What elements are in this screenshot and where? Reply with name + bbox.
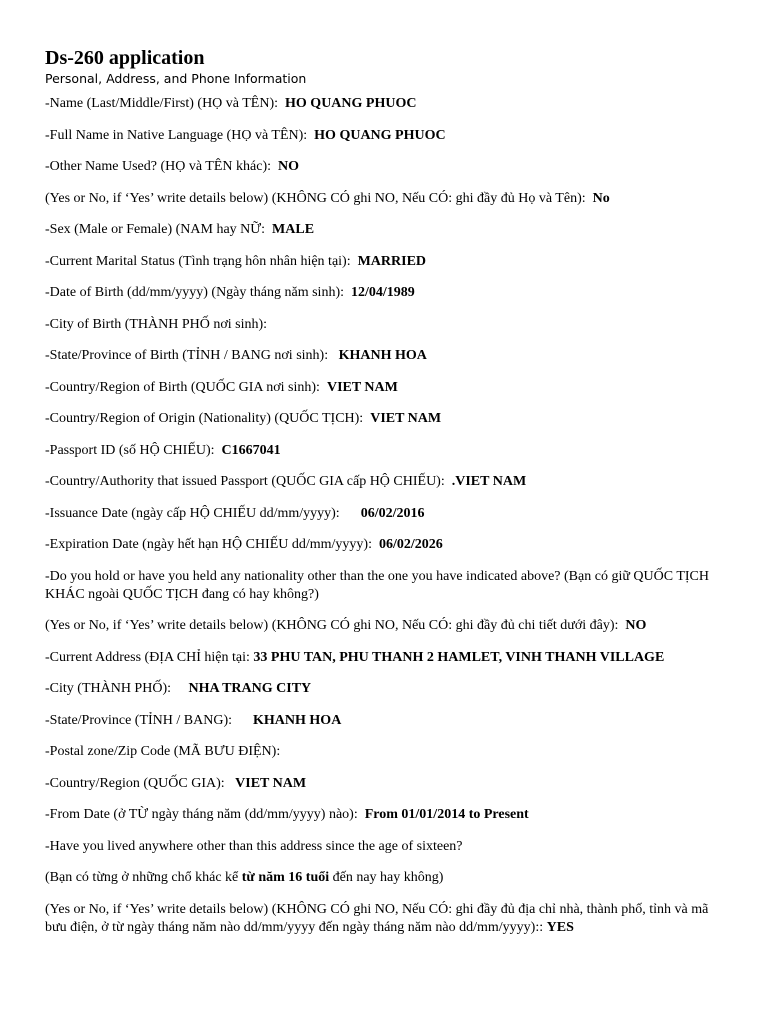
field-gap (171, 680, 189, 698)
form-fields (45, 95, 715, 937)
form-field-row (45, 95, 715, 113)
field-label: -Do you hold or have you held any nationality other than the one you have indicated above? (Bạn có giữ QUỐC TỊCH KHÁC ngoài QUỐC TỊCH đang có hay không?) (45, 568, 709, 602)
form-field-row (45, 649, 715, 667)
field-gap (372, 536, 379, 554)
field-suffix: đến nay hay không) (329, 870, 444, 885)
field-label: -Current Marital Status (Tình trạng hôn nhân hiện tại): (45, 253, 351, 269)
field-label: -From Date (ở TỪ ngày tháng năm (dd/mm/yyyy) nào): (45, 807, 358, 822)
field-label: -Postal zone/Zip Code (MÃ BƯU ĐIỆN): (45, 744, 281, 759)
field-value: C1667041 (221, 442, 281, 458)
field-gap (232, 712, 253, 730)
form-field-row (45, 284, 715, 302)
field-label: -City (THÀNH PHỐ): (45, 681, 171, 696)
field-label: -State/Province of Birth (TỈNH / BANG nơi sinh): (45, 348, 329, 363)
field-label: -Have you lived anywhere other than this address since the age of sixteen? (45, 838, 463, 854)
document-title: Ds-260 application (45, 47, 205, 69)
field-gap (328, 347, 339, 365)
document-subtitle: Personal, Address, and Phone Information (45, 71, 307, 86)
field-value: From 01/01/2014 to Present (364, 807, 529, 822)
form-field-row (45, 775, 715, 793)
form-field-row (45, 680, 715, 698)
field-label: (Yes or No, if ‘Yes’ write details below) (KHÔNG CÓ ghi NO, Nếu CÓ: ghi đầy đủ địa chỉ nhà, thành phố, tỉnh và mã bưu điện, ở từ ngày tháng năm nào dd/mm/yyyy đến ngày tháng năm nào dd/mm/yyyy):: (45, 901, 709, 935)
field-label: (Yes or No, if ‘Yes’ write details below) (KHÔNG CÓ ghi NO, Nếu CÓ: ghi đầy đủ Họ và Tên): (45, 190, 586, 206)
form-field-row (45, 127, 715, 145)
form-field-row (45, 442, 715, 460)
field-gap (215, 442, 222, 460)
field-label: -Date of Birth (dd/mm/yyyy) (Ngày tháng năm sinh): (45, 285, 344, 300)
field-value: HO QUANG PHUOC (285, 96, 417, 111)
field-value: 06/02/2016 (360, 505, 425, 521)
field-value: 33 PHU TAN, PHU THANH 2 HAMLET, VINH THANH VILLAGE (253, 649, 665, 665)
field-gap (340, 505, 361, 523)
form-field-row (45, 379, 715, 397)
form-field-row (45, 505, 715, 523)
field-label: -Full Name in Native Language (HỌ và TÊN): (45, 127, 308, 143)
form-field-row (45, 536, 715, 554)
form-field-row (45, 869, 715, 887)
field-gap (225, 775, 236, 793)
field-gap (358, 806, 365, 824)
field-gap (586, 190, 593, 208)
field-value: YES (546, 919, 574, 935)
field-label: -State/Province (TỈNH / BANG): (45, 712, 233, 728)
field-value: 12/04/1989 (351, 285, 415, 300)
form-field-row (45, 316, 715, 334)
form-field-row (45, 568, 715, 604)
field-value: VIET NAM (370, 411, 442, 426)
field-label: -Current Address (ĐỊA CHỈ hiện tại: (45, 649, 250, 665)
field-gap (344, 284, 351, 302)
field-value: VIET NAM (326, 379, 398, 395)
form-field-row (45, 221, 715, 239)
field-label: -Country/Region of Origin (Nationality) (QUỐC TỊCH): (45, 411, 364, 426)
field-value: 06/02/2026 (378, 537, 443, 552)
form-field-row (45, 712, 715, 730)
field-label: -Other Name Used? (HỌ và TÊN khác): (45, 159, 271, 174)
field-value: NO (625, 618, 647, 633)
field-label: (Bạn có từng ở những chổ khác kể (45, 870, 239, 885)
field-label: -Issuance Date (ngày cấp HỘ CHIẾU dd/mm/yyyy): (45, 505, 340, 521)
field-value: .VIET NAM (451, 474, 527, 489)
field-value: từ năm 16 tuổi (241, 870, 330, 885)
form-field-row (45, 253, 715, 271)
form-field-row (45, 158, 715, 176)
field-value: NHA TRANG CITY (188, 681, 312, 696)
field-label: -Country/Authority that issued Passport (QUỐC GIA cấp HỘ CHIẾU): (45, 474, 445, 489)
form-field-row (45, 473, 715, 491)
form-field-row (45, 410, 715, 428)
form-field-row (45, 901, 715, 937)
field-value: HO QUANG PHUOC (314, 127, 446, 143)
field-label: -Name (Last/Middle/First) (HỌ và TÊN): (45, 96, 279, 111)
field-gap (265, 221, 272, 239)
field-gap (351, 253, 358, 271)
field-value: MARRIED (357, 253, 427, 269)
field-label: -Country/Region (QUỐC GIA): (45, 775, 225, 791)
field-label: -Expiration Date (ngày hết hạn HỘ CHIẾU dd/mm/yyyy): (45, 537, 372, 552)
field-label: -City of Birth (THÀNH PHỐ nơi sinh): (45, 316, 268, 332)
form-field-row (45, 347, 715, 365)
form-field-row (45, 617, 715, 635)
document-page (45, 46, 715, 950)
form-field-row (45, 190, 715, 208)
form-field-row (45, 806, 715, 824)
field-label: -Sex (Male or Female) (NAM hay NỮ: (45, 222, 266, 237)
field-gap (445, 473, 452, 491)
field-value: MALE (272, 222, 315, 237)
field-gap (271, 158, 278, 176)
field-gap (278, 95, 285, 113)
field-label: -Country/Region of Birth (QUỐC GIA nơi sinh): (45, 379, 320, 395)
field-label: (Yes or No, if ‘Yes’ write details below) (KHÔNG CÓ ghi NO, Nếu CÓ: ghi đầy đủ chi tiết dưới đây): (45, 618, 619, 633)
field-value: KHANH HOA (338, 348, 427, 363)
field-value: NO (278, 159, 299, 174)
field-value: KHANH HOA (253, 712, 342, 728)
field-gap (320, 379, 327, 397)
field-value: VIET NAM (235, 775, 307, 791)
field-value: No (592, 190, 610, 206)
field-label: -Passport ID (số HỘ CHIẾU): (45, 442, 215, 458)
form-field-row (45, 838, 715, 856)
form-field-row (45, 743, 715, 761)
